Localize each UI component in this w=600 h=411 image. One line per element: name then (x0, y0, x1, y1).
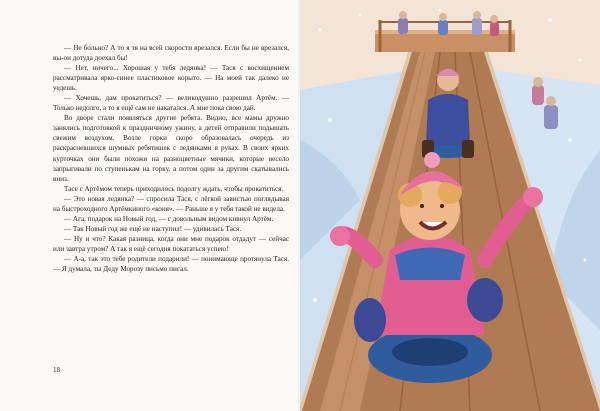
story-text (53, 43, 289, 274)
paragraph: — Ага, подарок на Новый год, — с довольным видом кивнул Артём. (64, 214, 274, 223)
page-number: 18 (53, 366, 60, 374)
paragraph: — Так Новый год же ещё не наступил! — удивилась Тася. (64, 224, 242, 233)
paragraph: — Нет, ничего... Хорошая у тебя ледянка! — Тася с восхищением рассматривала ярко-синее пластиковое корыто. — На моей так далеко не уедешь. (53, 64, 289, 93)
paragraph: — Ну и что? Какая разница, когда они мне подарок отдадут — сейчас или завтра утром? А так я ещё сегодня покататься успею! (53, 234, 289, 253)
paragraph: Тасе с Артёмом теперь приходилось подолгу ждать, чтобы прокатиться. (64, 184, 284, 193)
illustration-page (300, 0, 600, 411)
paragraph: — Не больно? А то я тя на всей скорости врезался. Если бы не врезался, вы-он дотуда доехал бы! (53, 44, 289, 63)
paragraph: — Хочешь, дам прокатиться? — великодушно разрешил Артём. — Только недолго, а то я ещё сам не накатался. А мне пока свою дай. (53, 94, 289, 113)
paragraph: Во дворе стали появляться другие ребята. Видно, все мамы дружно занялись подготовкой к праздничному ужину, а детей отправили подышать свежим воздухом. Возле горки скоро образовалась очередь из раскрасневшихся шумных ребятишек с ледянками в руках. В своих ярких курточках они были похожи на разноцветные мячики, которые весело запрыгивали по ступенькам на горку, а потом один за другим скатывались вниз. (53, 114, 289, 183)
paragraph: — А-а, так это тебе родители подарили! — понимающе протянула Тася. — Я думала, ты Деду Морозу письмо писал. (53, 254, 289, 274)
sledding-illustration (300, 0, 600, 411)
paragraph: — Это новая ледянка? — спросила Тася, с лёгкой завистью поглядывая на быстроходного Артёмкиного «коня». — Раньше я у тебя такой не видела. (53, 194, 289, 213)
